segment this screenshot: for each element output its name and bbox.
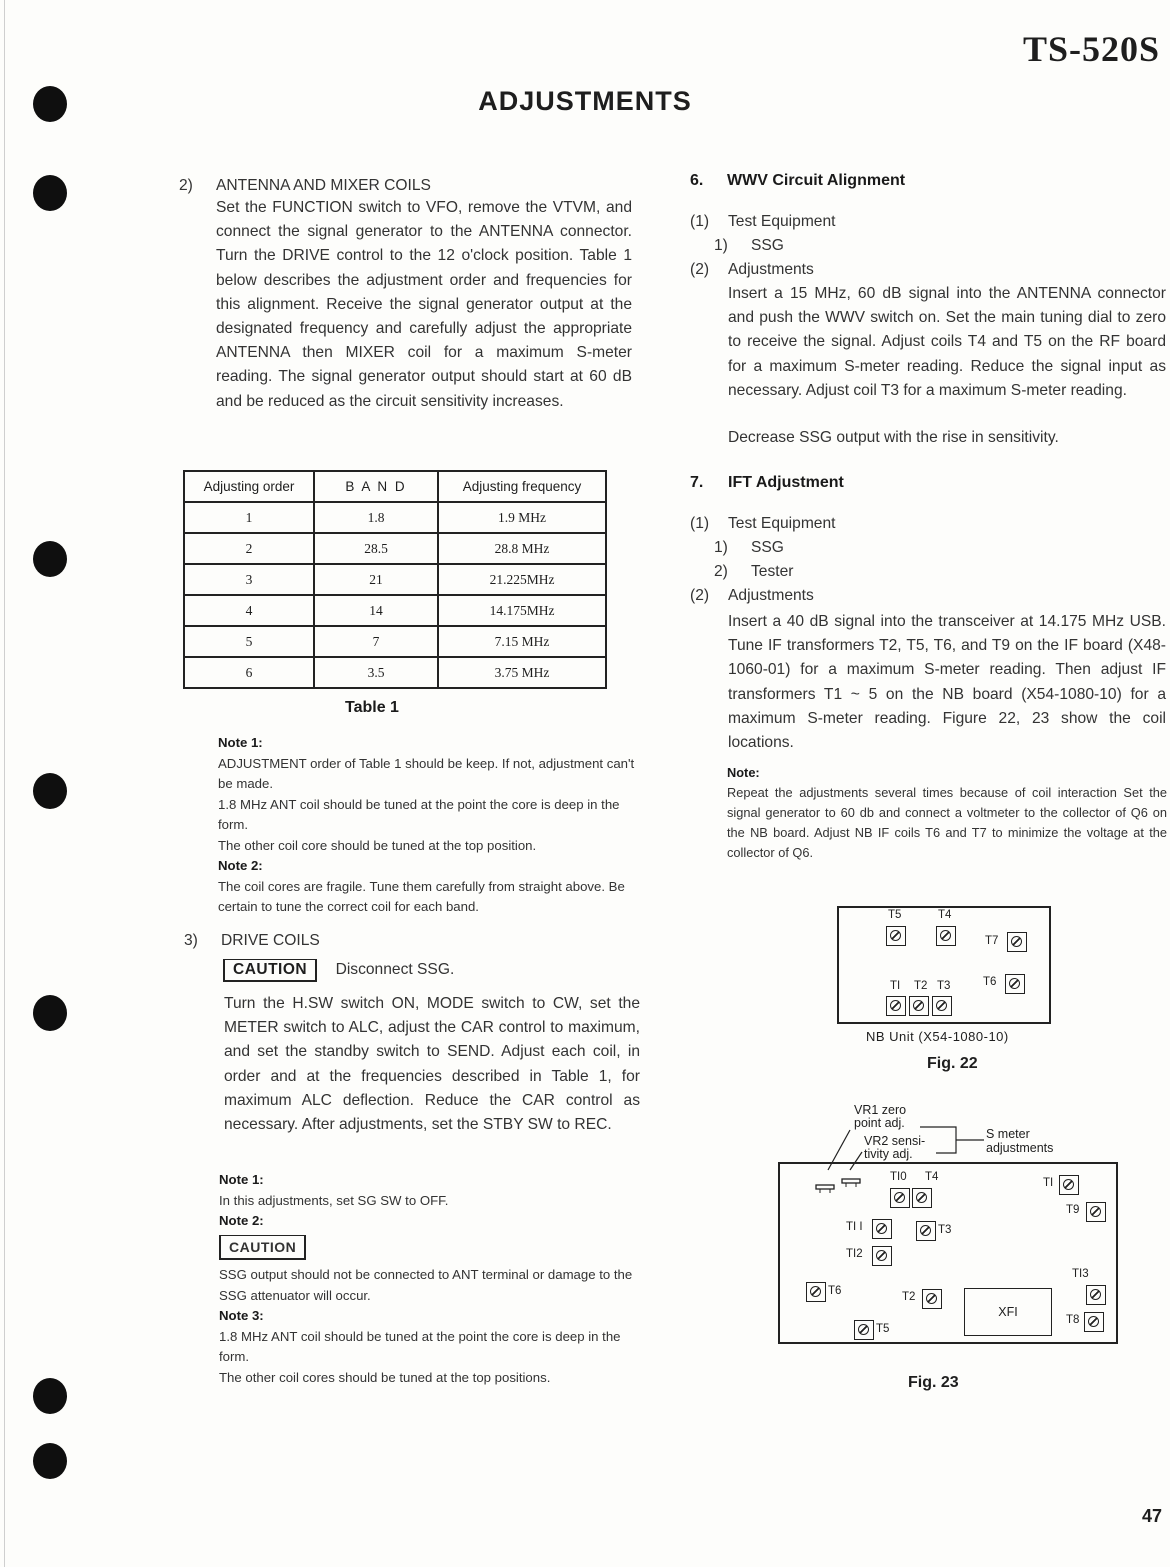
table-header: B A N D	[314, 471, 438, 502]
table-cell: 28.8 MHz	[438, 533, 606, 564]
table-row	[184, 533, 606, 564]
binder-hole	[33, 1378, 67, 1414]
coil-label: TI I	[846, 1221, 863, 1233]
table-cell: 14.175MHz	[438, 595, 606, 626]
table-cell: 14	[314, 595, 438, 626]
note-3-line: The other coil cores should be tuned at the top positions.	[219, 1369, 551, 1385]
coil-t1-icon	[1059, 1175, 1079, 1195]
caution-box: CAUTION	[223, 959, 317, 982]
note-1-line: 1.8 MHz ANT coil should be tuned at the point the core is deep in the form.	[218, 796, 620, 832]
coil-label: T7	[985, 935, 999, 947]
note-label: Note:	[727, 765, 760, 780]
note-1-line: The other coil core should be tuned at the top position.	[218, 837, 537, 853]
coil-t3-icon	[932, 996, 952, 1016]
table-cell: 6	[184, 657, 314, 688]
subheading: Adjustments	[728, 587, 814, 604]
fig-23-caption: Fig. 23	[908, 1374, 959, 1391]
section-2-body: Set the FUNCTION switch to VFO, remove the VTVM, and connect the signal generator to the ANTENNA connector. Turn the DRIVE control to the 12 o'clock position. Table 1 below describes the adjustment order and frequencies for this alignment. Receive the signal generator output at the designated frequency and carefully adjust the appropriate ANTENNA then MIXER coil for a maximum S-meter reading. The signal generator output should start at 60 dB and be reduced as the circuit sensitivity increases.	[216, 199, 632, 410]
note-3-line: 1.8 MHz ANT coil should be tuned at the point the core is deep in the form.	[219, 1328, 621, 1364]
coil-t2-icon	[909, 996, 929, 1016]
sub-number: (1)	[690, 213, 710, 230]
caution-row	[223, 958, 454, 982]
caution-text: Disconnect SSG.	[335, 961, 455, 978]
item-text: SSG	[751, 237, 784, 254]
note-2-label: Note 2:	[218, 858, 263, 873]
coil-t2-icon	[922, 1289, 942, 1309]
coil-label: T2	[902, 1291, 916, 1303]
page-edge-line	[4, 0, 5, 1567]
note-3-label: Note 3:	[219, 1308, 264, 1323]
vr2-label: VR2 sensi- tivity adj.	[864, 1134, 926, 1161]
coil-t3-icon	[916, 1221, 936, 1241]
table-row	[184, 657, 606, 688]
item-number: 2)	[714, 563, 728, 580]
table-cell: 2	[184, 533, 314, 564]
table-cell: 1.9 MHz	[438, 502, 606, 533]
section-6-body: Insert a 15 MHz, 60 dB signal into the ANTENNA connector and push the WWV switch on. Set the main tuning dial to zero to receive the signal. Adjust coils T4 and T5 on the RF board for a maximum S-meter reading. Reduce the signal input as necessary. Adjust coil T3 for a maximum S-meter reading.	[728, 285, 1166, 399]
table-row	[184, 626, 606, 657]
table-cell: 3	[184, 564, 314, 595]
coil-t4-icon	[936, 926, 956, 946]
note-2-label: Note 2:	[219, 1213, 264, 1228]
note-1-label: Note 1:	[219, 1172, 264, 1187]
table-cell: 3.5	[314, 657, 438, 688]
sub-number: (2)	[690, 261, 710, 278]
section-7-note	[727, 763, 1167, 863]
fig-23-board	[778, 1162, 1118, 1344]
coil-t12-icon	[872, 1246, 892, 1266]
fig-22-board	[837, 906, 1051, 1024]
coil-label: T5	[888, 909, 902, 921]
coil-label: TI2	[846, 1248, 863, 1260]
item-text: SSG	[751, 539, 784, 556]
table-header: Adjusting frequency	[438, 471, 606, 502]
table-cell: 21.225MHz	[438, 564, 606, 595]
coil-label: TI	[890, 980, 901, 992]
coil-label: T3	[938, 1224, 952, 1236]
table-cell: 7	[314, 626, 438, 657]
fig-22-caption: Fig. 22	[927, 1055, 978, 1072]
section-7-heading: IFT Adjustment	[728, 474, 844, 491]
coil-label: T3	[937, 980, 951, 992]
adjustment-table	[183, 470, 607, 689]
coil-label: T9	[1066, 1204, 1080, 1216]
table-caption: Table 1	[345, 699, 399, 716]
table-row	[184, 595, 606, 626]
caution-box: CAUTION	[219, 1235, 306, 1261]
coil-label: TI3	[1072, 1268, 1089, 1280]
note-1-text: In this adjustments, set SG SW to OFF.	[219, 1192, 449, 1208]
binder-hole	[33, 1443, 67, 1479]
table-cell: 3.75 MHz	[438, 657, 606, 688]
subheading: Test Equipment	[728, 213, 836, 230]
model-number: TS-520S	[1022, 29, 1160, 69]
note-1-line: ADJUSTMENT order of Table 1 should be keep. If not, adjustment can't be made.	[218, 755, 635, 791]
page-title: ADJUSTMENTS	[478, 86, 692, 116]
sub-number: (2)	[690, 587, 710, 604]
coil-t5-icon	[886, 926, 906, 946]
note-2-text: The coil cores are fragile. Tune them carefully from straight above. Be certain to tune the correct coil for each band.	[218, 878, 625, 914]
binder-hole	[33, 995, 67, 1031]
binder-hole	[33, 541, 67, 577]
note-1-label: Note 1:	[218, 735, 263, 750]
coil-t13-icon	[1086, 1285, 1106, 1305]
coil-t4-icon	[912, 1188, 932, 1208]
coil-t11-icon	[872, 1219, 892, 1239]
vr1-label: VR1 zero point adj.	[854, 1103, 907, 1130]
coil-t1-icon	[886, 996, 906, 1016]
coil-label: T4	[938, 909, 952, 921]
item-number: 1)	[714, 539, 728, 556]
coil-label: T6	[983, 976, 997, 988]
note-text: Repeat the adjustments several times because of coil interaction Set the signal generator to 60 db and connect a voltmeter to the collector of Q6 on the NB board. Adjust NB IF coils T6 and T7 to minimize the voltage at the collector of Q6.	[727, 785, 1167, 860]
coil-t6-icon	[806, 1282, 826, 1302]
subheading: Test Equipment	[728, 515, 836, 532]
section-2-heading: ANTENNA AND MIXER COILS	[216, 177, 431, 194]
section-3-body: Turn the H.SW switch ON, MODE switch to CW, set the METER switch to ALC, adjust the CAR control to maximum, and set the standby switch to SEND. Adjust each coil, in order and at the frequencies described in Table 1, for maximum ALC deflection. Reduce the CAR control as necessary. After adjustments, set the STBY SW to REC.	[224, 995, 640, 1134]
subheading: Adjustments	[728, 261, 814, 278]
table-cell: 4	[184, 595, 314, 626]
table-header: Adjusting order	[184, 471, 314, 502]
coil-label: TI	[1043, 1177, 1054, 1189]
section-6-number: 6.	[690, 172, 704, 189]
section-6-heading: WWV Circuit Alignment	[727, 172, 906, 189]
coil-t9-icon	[1086, 1202, 1106, 1222]
notes-block-b	[219, 1170, 639, 1388]
caution-text: SSG output should not be connected to ANT terminal or damage to the SSG attenuator will occur.	[219, 1267, 633, 1303]
table-cell: 28.5	[314, 533, 438, 564]
binder-hole	[33, 773, 67, 809]
coil-label: TI0	[890, 1171, 907, 1183]
coil-label: T6	[828, 1285, 842, 1297]
vr1-vr2-icon	[814, 1172, 864, 1194]
page-number: 47	[1141, 1506, 1162, 1526]
coil-label: T5	[876, 1323, 890, 1335]
notes-block-a	[218, 733, 636, 918]
item-number: 1)	[714, 237, 728, 254]
table-cell: 21	[314, 564, 438, 595]
binder-hole	[33, 175, 67, 211]
table-cell: 1	[184, 502, 314, 533]
sub-number: (1)	[690, 515, 710, 532]
table-cell: 5	[184, 626, 314, 657]
coil-label: T4	[925, 1171, 939, 1183]
table-row	[184, 502, 606, 533]
coil-label: T8	[1066, 1314, 1080, 1326]
coil-t5-icon	[854, 1320, 874, 1340]
coil-label: T2	[914, 980, 928, 992]
section-7-body: Insert a 40 dB signal into the transceiver at 14.175 MHz USB. Tune IF transformers T2, T5, T6, and T9 on the IF board (X48-1060-01) for a maximum S-meter reading. Then adjust IF transformers T1 ~ 5 on the NB board (X54-1080-10) for a maximum S-meter reading. Figure 22, 23 show the coil locations.	[728, 613, 1166, 752]
table-cell: 7.15 MHz	[438, 626, 606, 657]
table-row	[184, 564, 606, 595]
s-meter-label: S meter adjustments	[986, 1127, 1054, 1155]
section-6-body-2: Decrease SSG output with the rise in sensitivity.	[728, 429, 1059, 446]
xf1-filter: XFI	[964, 1288, 1052, 1336]
section-7-number: 7.	[690, 474, 704, 491]
section-3-number: 3)	[184, 932, 198, 949]
item-text: Tester	[751, 563, 794, 580]
fig-22-unit-label: NB Unit (X54-1080-10)	[866, 1029, 1009, 1044]
table-cell: 1.8	[314, 502, 438, 533]
coil-t7-icon	[1007, 932, 1027, 952]
coil-t6-icon	[1005, 974, 1025, 994]
section-3-heading: DRIVE COILS	[221, 932, 320, 949]
coil-t10-icon	[890, 1188, 910, 1208]
coil-t8-icon	[1084, 1312, 1104, 1332]
section-2-number: 2)	[179, 177, 193, 194]
